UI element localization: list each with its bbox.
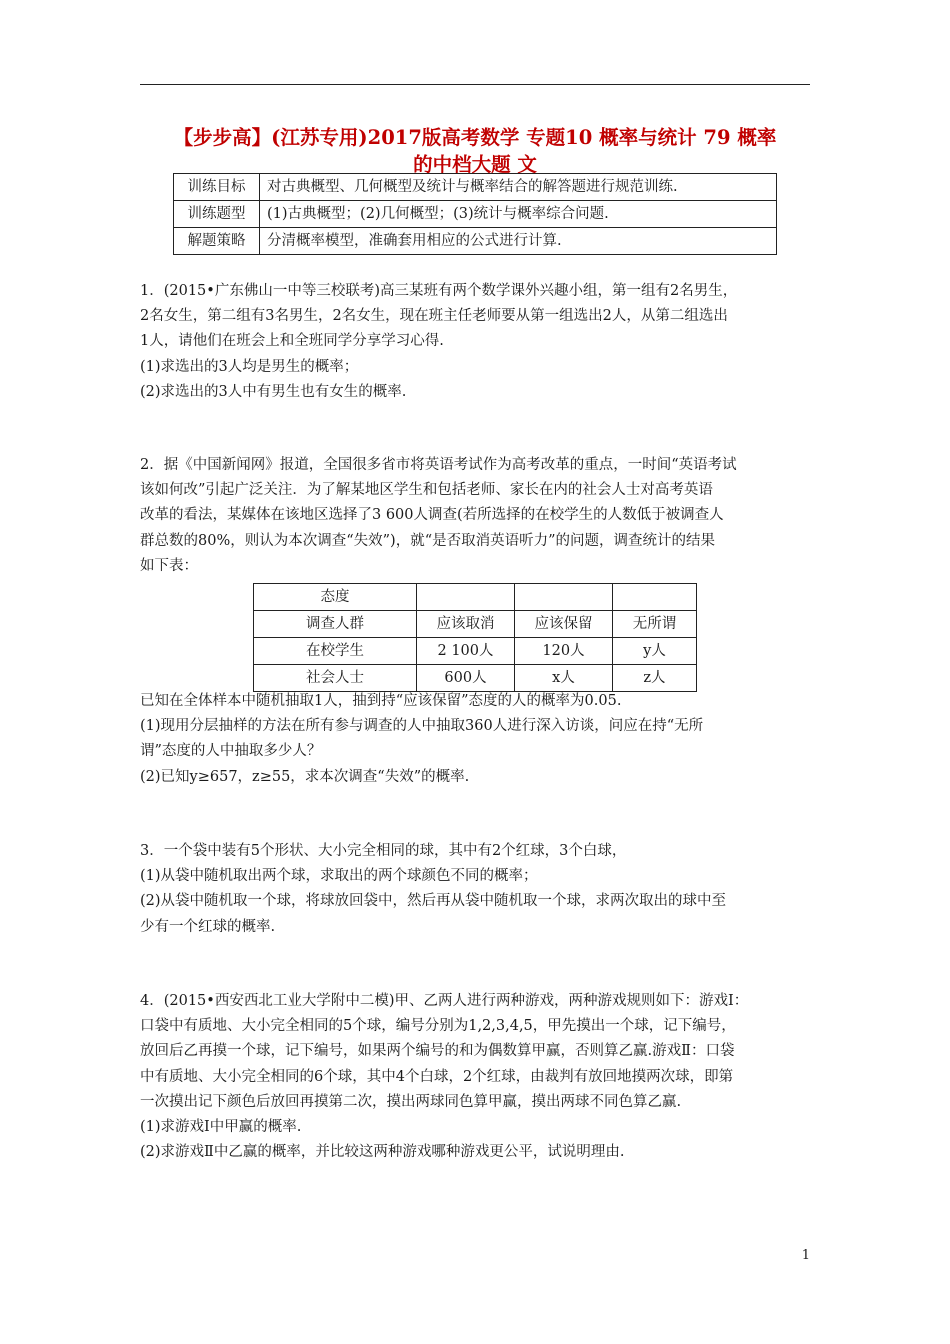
question-line: (2)求选出的3人中有男生也有女生的概率. (140, 383, 407, 400)
question-line: 谓”态度的人中抽取多少人？ (140, 743, 322, 760)
table-row (174, 201, 777, 228)
row-label: 社会人士 (254, 665, 417, 692)
row-label: 在校学生 (254, 638, 417, 665)
table-cell (613, 584, 697, 611)
table-row (254, 584, 697, 611)
goals-key: 训练题型 (174, 201, 260, 228)
corner-header-attitude: 态度 (254, 584, 417, 611)
question-line: (2)已知y≥657，z≥55，求本次调查“失效”的概率. (140, 768, 470, 785)
question-line: 4．(2015•西安西北工业大学附中二模)甲、乙两人进行两种游戏，两种游戏规则如下：游戏Ⅰ： (140, 993, 749, 1009)
corner-header-group: 调查人群 (254, 611, 417, 638)
goals-key: 训练目标 (174, 174, 260, 201)
question-line: 该如何改”引起广泛关注．为了解某地区学生和包括老师、家长在内的社会人士对高考英语 (140, 482, 713, 499)
question-line: 少有一个红球的概率. (140, 918, 276, 935)
question-line: 改革的看法，某媒体在该地区选择了3 600人调查(若所选择的在校学生的人数低于被调查人 (140, 507, 724, 524)
title-line-1: 【步步高】(江苏专用)2017版高考数学 专题10 概率与统计 79 概率 (173, 126, 777, 149)
question-line: (1)求游戏Ⅰ中甲赢的概率. (140, 1119, 302, 1136)
question-line: 1人，请他们在班会上和全班同学分享学习心得. (140, 333, 444, 350)
survey-table (253, 583, 697, 692)
table-row (254, 638, 697, 665)
question-3 (140, 839, 810, 940)
question-line: 口袋中有质地、大小完全相同的5个球，编号分别为1,2,3,4,5，甲先摸出一个球，记下编号， (140, 1018, 736, 1035)
question-line: (2)求游戏Ⅱ中乙赢的概率，并比较这两种游戏哪种游戏更公平，试说明理由. (140, 1144, 625, 1161)
question-line: (1)现用分层抽样的方法在所有参与调查的人中抽取360人进行深入访谈，问应在持“无所 (140, 718, 704, 735)
question-line: (2)从袋中随机取一个球，将球放回袋中，然后再从袋中随机取一个球，求两次取出的球中至 (140, 893, 727, 910)
table-row (254, 665, 697, 692)
question-line: 已知在全体样本中随机抽取1人，抽到持“应该保留”态度的人的概率为0.05. (140, 693, 622, 709)
table-cell: 2 100人 (417, 638, 515, 665)
question-2-continued (140, 689, 810, 790)
question-line: 中有质地、大小完全相同的6个球，其中4个白球，2个红球，由裁判有放回地摸两次球，即第 (140, 1068, 734, 1085)
question-line: (1)求选出的3人均是男生的概率； (140, 358, 359, 375)
question-2 (140, 453, 810, 579)
column-header: 无所谓 (613, 611, 697, 638)
goals-value: 分清概率模型，准确套用相应的公式进行计算. (260, 228, 777, 255)
table-cell: x人 (515, 665, 613, 692)
table-cell (515, 584, 613, 611)
table-cell: z人 (613, 665, 697, 692)
header-rule (140, 84, 810, 85)
table-cell: 600人 (417, 665, 515, 692)
question-line: 2名女生，第二组有3名男生，2名女生，现在班主任老师要从第一组选出2人，从第二组选出 (140, 308, 728, 325)
question-1 (140, 279, 810, 405)
table-row (174, 174, 777, 201)
page-number: 1 (801, 1248, 810, 1263)
question-4 (140, 989, 810, 1165)
question-line: 放回后乙再摸一个球，记下编号，如果两个编号的和为偶数算甲赢，否则算乙赢.游戏Ⅱ：口袋 (140, 1043, 735, 1060)
table-cell (417, 584, 515, 611)
question-line: (1)从袋中随机取出两个球，求取出的两个球颜色不同的概率； (140, 868, 538, 885)
page-title (140, 124, 810, 178)
question-line: 3．一个袋中装有5个形状、大小完全相同的球，其中有2个红球，3个白球， (140, 843, 627, 859)
question-line: 群总数的80%，则认为本次调查“失效”)，就“是否取消英语听力”的问题，调查统计的结果 (140, 532, 716, 549)
column-header: 应该保留 (515, 611, 613, 638)
question-line: 1．(2015•广东佛山一中等三校联考)高三某班有两个数学课外兴趣小组，第一组有2名男生， (140, 283, 738, 299)
training-goals-table (173, 173, 777, 255)
table-cell: 120人 (515, 638, 613, 665)
goals-value: (1)古典概型；(2)几何概型；(3)统计与概率综合问题. (260, 201, 777, 228)
question-line: 2．据《中国新闻网》报道，全国很多省市将英语考试作为高考改革的重点，一时间“英语考试 (140, 457, 737, 473)
question-line: 如下表： (140, 557, 198, 574)
column-header: 应该取消 (417, 611, 515, 638)
table-cell: y人 (613, 638, 697, 665)
goals-value: 对古典概型、几何概型及统计与概率结合的解答题进行规范训练. (260, 174, 777, 201)
table-row (174, 228, 777, 255)
table-row (254, 611, 697, 638)
question-line: 一次摸出记下颜色后放回再摸第二次，摸出两球同色算甲赢，摸出两球不同色算乙赢. (140, 1093, 682, 1110)
goals-key: 解题策略 (174, 228, 260, 255)
title-line-2: 的中档大题 文 (413, 153, 537, 176)
